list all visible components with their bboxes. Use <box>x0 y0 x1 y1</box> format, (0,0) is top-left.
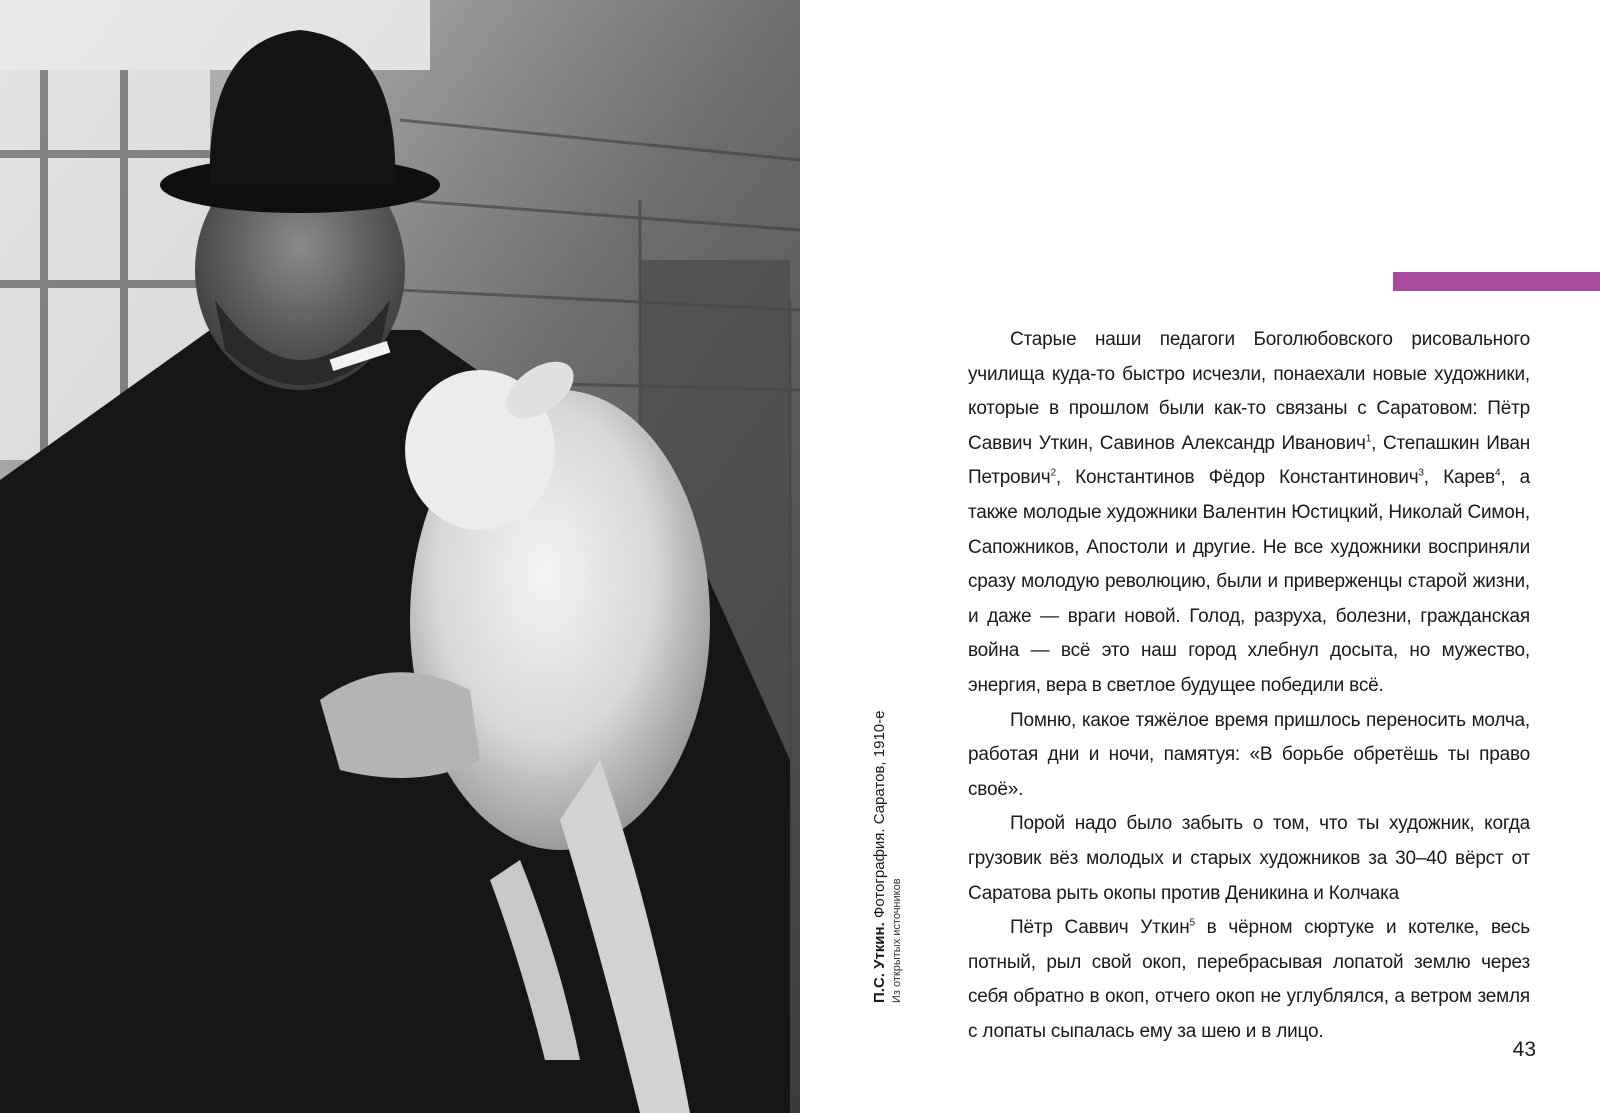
paragraph-2 <box>968 704 1530 808</box>
caption-title <box>870 703 890 1003</box>
photo-hand <box>320 672 480 778</box>
paragraph-text: Пётр Саввич Уткин <box>1010 917 1190 939</box>
footnote-marker: 3 <box>1418 468 1424 480</box>
footnote-marker: 4 <box>1494 468 1501 480</box>
paragraph-4 <box>968 911 1530 1049</box>
caption-name: П.С. Уткин. <box>871 922 888 1003</box>
caption-source: Из открытых источников <box>891 878 903 1003</box>
paragraph-text: , Константинов Фёдор Константинович <box>1055 467 1419 489</box>
paragraph-text: , Карев <box>1423 467 1495 489</box>
paragraph-text: Старые наши педагоги Боголюбовского рисовального училища куда-то быстро исчезли, понаехали новые художники, которые в прошлом были как-то связаны с Саратовом: Пётр Саввич Уткин, Савинов Александр Иванович <box>968 329 1530 454</box>
body-text <box>968 323 1530 1049</box>
photo-caption <box>870 703 904 1003</box>
footnote-marker: 1 <box>1365 433 1372 445</box>
paragraph-text: в чёрном сюртуке и котелке, весь потный, рыл свой окоп, перебрасывая лопатой землю через себя обратно в окоп, отчего окоп не углублялся, а ветром земля с лопаты сыпалась ему за шею и в лицо. <box>968 917 1530 1042</box>
paragraph-3 <box>968 807 1530 911</box>
page-number: 43 <box>1512 1038 1536 1061</box>
caption-description: Фотография. Саратов, 1910-е <box>871 710 888 923</box>
footnote-marker: 5 <box>1189 917 1195 929</box>
paragraph-text: , а также молодые художники Валентин Юстицкий, Николай Симон, Сапожников, Апостоли и другие. Не все художники восприняли сразу молодую революцию, были и приверженцы старой жизни, и даже — враги новой. Голод, разруха, болезни, гражданская война — всё это наш город хлебнул досыта, но мужество, энергия, вера в светлое будущее победили всё. <box>968 467 1530 696</box>
paragraph-1 <box>968 323 1530 704</box>
accent-bar <box>1393 272 1600 291</box>
paragraph-text: Помню, какое тяжёлое время пришлось переносить молча, работая дни и ночи, памятуя: «В борьбе обретёшь ты право своё». <box>968 709 1530 800</box>
paragraph-text: , Степашкин Иван Петрович <box>968 432 1531 489</box>
paragraph-text: Порой надо было забыть о том, что ты художник, когда грузовик вёз молодых и старых художников за 30–40 вёрст от Саратова рыть окопы против Деникина и Колчака <box>968 813 1530 904</box>
footnote-marker: 2 <box>1050 468 1056 480</box>
